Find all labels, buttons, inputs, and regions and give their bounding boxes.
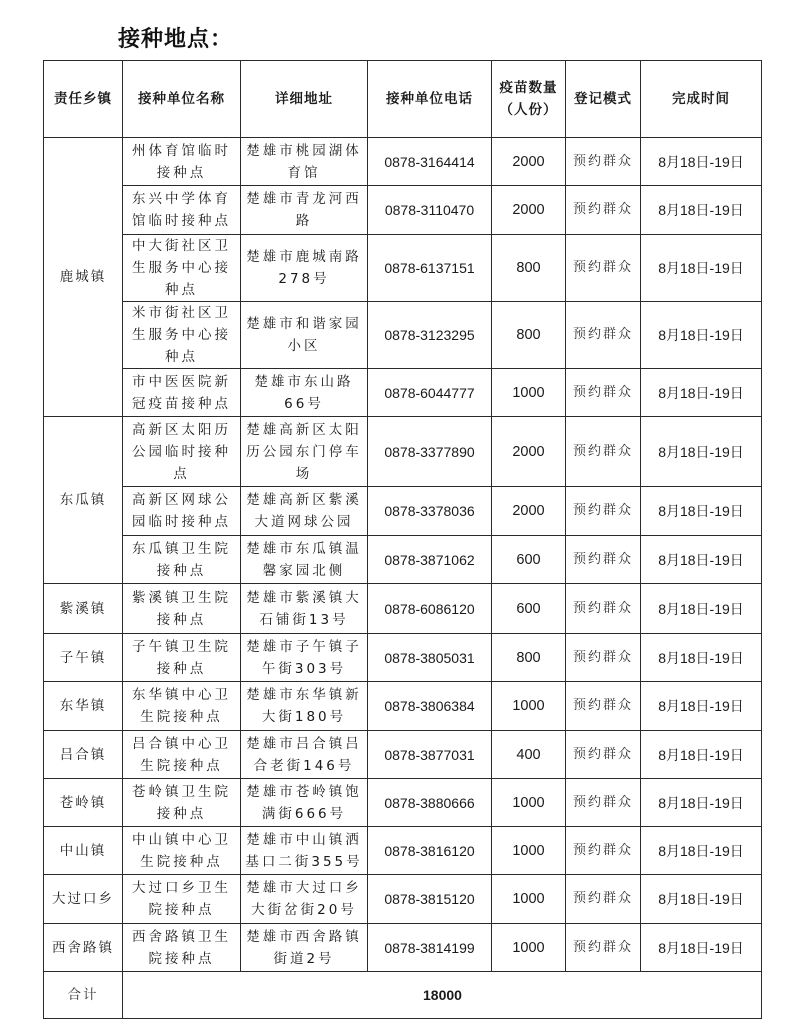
quantity-cell: 1000: [492, 369, 566, 417]
time-cell: 8月18日-19日: [641, 584, 762, 634]
quantity-cell: 1000: [492, 682, 566, 731]
quantity-cell: 2000: [492, 487, 566, 536]
header-phone: 接种单位电话: [368, 61, 492, 138]
unit-name-cell: 吕合镇中心卫生院接种点: [123, 731, 241, 779]
unit-name-cell: 高新区网球公园临时接种点: [123, 487, 241, 536]
mode-cell: 预约群众: [566, 584, 641, 634]
time-cell: 8月18日-19日: [641, 369, 762, 417]
town-cell: 大过口乡: [44, 875, 123, 924]
quantity-cell: 2000: [492, 138, 566, 186]
header-mode: 登记模式: [566, 61, 641, 138]
unit-name-cell: 高新区太阳历公园临时接种点: [123, 417, 241, 487]
town-cell: 东华镇: [44, 682, 123, 731]
table-row: [44, 827, 762, 875]
mode-cell: 预约群众: [566, 924, 641, 972]
unit-name-cell: 州体育馆临时接种点: [123, 138, 241, 186]
quantity-cell: 400: [492, 731, 566, 779]
unit-name-cell: 苍岭镇卫生院接种点: [123, 779, 241, 827]
phone-cell: 0878-3110470: [368, 186, 492, 235]
address-cell: 楚雄市桃园湖体育馆: [241, 138, 368, 186]
phone-cell: 0878-3378036: [368, 487, 492, 536]
phone-cell: 0878-3871062: [368, 536, 492, 584]
address-cell: 楚雄高新区太阳历公园东门停车场: [241, 417, 368, 487]
town-cell: 苍岭镇: [44, 779, 123, 827]
page-title: 接种地点：: [118, 27, 234, 52]
town-cell: 中山镇: [44, 827, 123, 875]
mode-cell: 预约群众: [566, 417, 641, 487]
table-row: [44, 417, 762, 487]
phone-cell: 0878-6086120: [368, 584, 492, 634]
time-cell: 8月18日-19日: [641, 487, 762, 536]
mode-cell: 预约群众: [566, 536, 641, 584]
mode-cell: 预约群众: [566, 487, 641, 536]
total-label: 合计: [44, 972, 123, 1019]
time-cell: 8月18日-19日: [641, 731, 762, 779]
unit-name-cell: 东华镇中心卫生院接种点: [123, 682, 241, 731]
address-cell: 楚雄市西舍路镇街道2号: [241, 924, 368, 972]
address-cell: 楚雄市东华镇新大街180号: [241, 682, 368, 731]
quantity-cell: 2000: [492, 417, 566, 487]
unit-name-cell: 西舍路镇卫生院接种点: [123, 924, 241, 972]
table-row: [44, 731, 762, 779]
town-cell: 鹿城镇: [44, 138, 123, 417]
quantity-cell: 800: [492, 634, 566, 682]
phone-cell: 0878-3816120: [368, 827, 492, 875]
table-row: [44, 584, 762, 634]
mode-cell: 预约群众: [566, 186, 641, 235]
unit-name-cell: 米市街社区卫生服务中心接种点: [123, 302, 241, 369]
phone-cell: 0878-6137151: [368, 235, 492, 302]
mode-cell: 预约群众: [566, 731, 641, 779]
vaccination-sites-table: [43, 60, 762, 1019]
unit-name-cell: 大过口乡卫生院接种点: [123, 875, 241, 924]
header-time: 完成时间: [641, 61, 762, 138]
phone-cell: 0878-6044777: [368, 369, 492, 417]
time-cell: 8月18日-19日: [641, 138, 762, 186]
phone-cell: 0878-3123295: [368, 302, 492, 369]
mode-cell: 预约群众: [566, 875, 641, 924]
time-cell: 8月18日-19日: [641, 417, 762, 487]
phone-cell: 0878-3814199: [368, 924, 492, 972]
table-row: [44, 302, 762, 369]
time-cell: 8月18日-19日: [641, 634, 762, 682]
table-row: [44, 369, 762, 417]
address-cell: 楚雄市和谐家园小区: [241, 302, 368, 369]
unit-name-cell: 市中医医院新冠疫苗接种点: [123, 369, 241, 417]
unit-name-cell: 东瓜镇卫生院接种点: [123, 536, 241, 584]
quantity-cell: 600: [492, 584, 566, 634]
table-row: [44, 235, 762, 302]
address-cell: 楚雄市东山路66号: [241, 369, 368, 417]
phone-cell: 0878-3880666: [368, 779, 492, 827]
address-cell: 楚雄市中山镇洒基口二街355号: [241, 827, 368, 875]
phone-cell: 0878-3877031: [368, 731, 492, 779]
phone-cell: 0878-3815120: [368, 875, 492, 924]
header-unit-name: 接种单位名称: [123, 61, 241, 138]
quantity-cell: 1000: [492, 779, 566, 827]
table-row: [44, 682, 762, 731]
mode-cell: 预约群众: [566, 779, 641, 827]
table-row: [44, 779, 762, 827]
table-row: [44, 536, 762, 584]
quantity-cell: 800: [492, 235, 566, 302]
town-cell: 东瓜镇: [44, 417, 123, 584]
time-cell: 8月18日-19日: [641, 779, 762, 827]
mode-cell: 预约群众: [566, 235, 641, 302]
quantity-cell: 1000: [492, 875, 566, 924]
time-cell: 8月18日-19日: [641, 186, 762, 235]
mode-cell: 预约群众: [566, 827, 641, 875]
address-cell: 楚雄市苍岭镇饱满街666号: [241, 779, 368, 827]
unit-name-cell: 紫溪镇卫生院接种点: [123, 584, 241, 634]
mode-cell: 预约群众: [566, 138, 641, 186]
phone-cell: 0878-3805031: [368, 634, 492, 682]
total-value: 18000: [123, 972, 762, 1019]
quantity-cell: 800: [492, 302, 566, 369]
table-row: [44, 634, 762, 682]
header-address: 详细地址: [241, 61, 368, 138]
unit-name-cell: 东兴中学体育馆临时接种点: [123, 186, 241, 235]
table-row: [44, 924, 762, 972]
phone-cell: 0878-3806384: [368, 682, 492, 731]
mode-cell: 预约群众: [566, 634, 641, 682]
time-cell: 8月18日-19日: [641, 924, 762, 972]
address-cell: 楚雄高新区紫溪大道网球公园: [241, 487, 368, 536]
address-cell: 楚雄市东瓜镇温馨家园北侧: [241, 536, 368, 584]
address-cell: 楚雄市鹿城南路278号: [241, 235, 368, 302]
mode-cell: 预约群众: [566, 682, 641, 731]
quantity-cell: 1000: [492, 924, 566, 972]
time-cell: 8月18日-19日: [641, 235, 762, 302]
town-cell: 吕合镇: [44, 731, 123, 779]
unit-name-cell: 子午镇卫生院接种点: [123, 634, 241, 682]
address-cell: 楚雄市紫溪镇大石铺街13号: [241, 584, 368, 634]
table-row: [44, 487, 762, 536]
mode-cell: 预约群众: [566, 369, 641, 417]
table-row: [44, 186, 762, 235]
header-town: 责任乡镇: [44, 61, 123, 138]
quantity-cell: 600: [492, 536, 566, 584]
address-cell: 楚雄市吕合镇吕合老街146号: [241, 731, 368, 779]
total-row: [44, 972, 762, 1019]
phone-cell: 0878-3377890: [368, 417, 492, 487]
table-row: [44, 138, 762, 186]
time-cell: 8月18日-19日: [641, 827, 762, 875]
address-cell: 楚雄市青龙河西路: [241, 186, 368, 235]
quantity-cell: 1000: [492, 827, 566, 875]
town-cell: 子午镇: [44, 634, 123, 682]
town-cell: 西舍路镇: [44, 924, 123, 972]
table-body: [44, 138, 762, 1019]
mode-cell: 预约群众: [566, 302, 641, 369]
header-row: [44, 61, 762, 138]
time-cell: 8月18日-19日: [641, 682, 762, 731]
table-row: [44, 875, 762, 924]
header-quantity: 疫苗数量（人份）: [492, 61, 566, 138]
time-cell: 8月18日-19日: [641, 302, 762, 369]
address-cell: 楚雄市子午镇子午街303号: [241, 634, 368, 682]
time-cell: 8月18日-19日: [641, 875, 762, 924]
phone-cell: 0878-3164414: [368, 138, 492, 186]
unit-name-cell: 中大街社区卫生服务中心接种点: [123, 235, 241, 302]
town-cell: 紫溪镇: [44, 584, 123, 634]
time-cell: 8月18日-19日: [641, 536, 762, 584]
unit-name-cell: 中山镇中心卫生院接种点: [123, 827, 241, 875]
quantity-cell: 2000: [492, 186, 566, 235]
address-cell: 楚雄市大过口乡大街岔街20号: [241, 875, 368, 924]
